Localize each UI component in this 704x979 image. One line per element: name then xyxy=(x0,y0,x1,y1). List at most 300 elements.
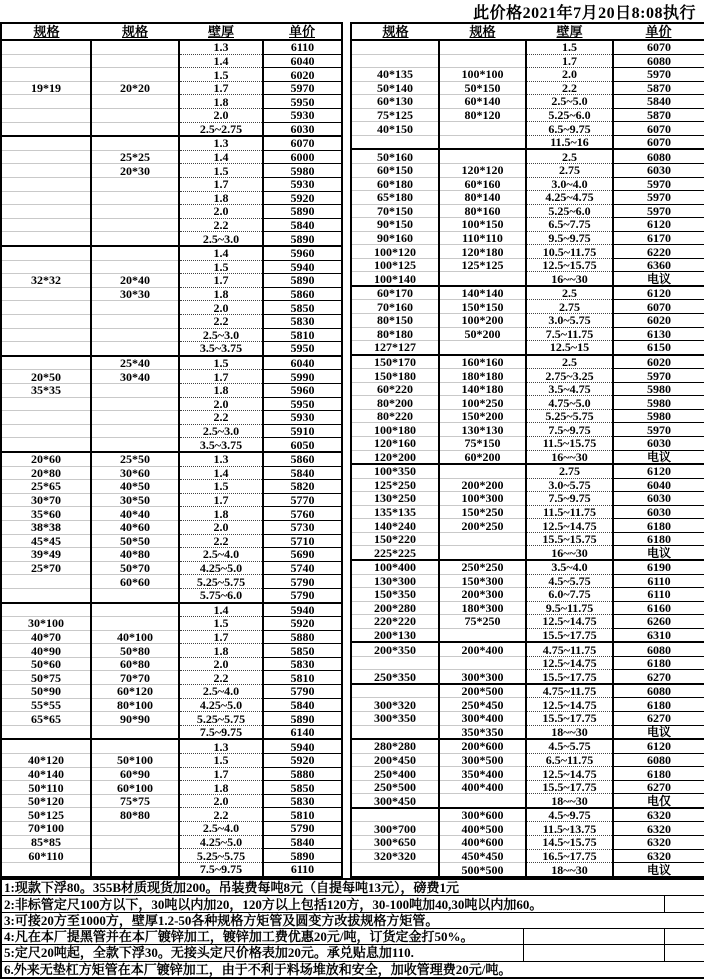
price-cell: 5850 xyxy=(263,781,342,795)
price-cell: 6080 xyxy=(613,684,704,698)
thickness-cell: 2.5~2.75 xyxy=(179,122,263,136)
spec-cell xyxy=(351,54,439,68)
table-row xyxy=(1,314,342,328)
table-row xyxy=(1,767,342,781)
spec-cell: 85*85 xyxy=(1,835,91,849)
table-row xyxy=(1,862,342,877)
spec-cell: 32*32 xyxy=(1,274,91,288)
table-row xyxy=(351,505,704,519)
spec-cell: 40*40 xyxy=(91,507,179,521)
table-row xyxy=(1,411,342,425)
thickness-cell: 15.5~17.75 xyxy=(526,670,613,684)
spec-cell: 200*280 xyxy=(351,601,439,615)
price-cell: 5950 xyxy=(263,95,342,109)
spec-cell: 250*350 xyxy=(351,670,439,684)
spec-cell xyxy=(91,136,179,150)
table-row xyxy=(351,753,704,767)
price-cell: 6110 xyxy=(263,862,342,877)
spec-cell: 100*100 xyxy=(439,68,526,82)
price-cell: 6080 xyxy=(613,753,704,767)
table-row xyxy=(1,383,342,397)
thickness-cell: 14.5~15.75 xyxy=(526,836,613,850)
spec-cell: 50*50 xyxy=(91,534,179,548)
thickness-cell: 2.0 xyxy=(179,520,263,534)
thickness-cell: 1.3 xyxy=(179,452,263,466)
price-cell: 5960 xyxy=(263,383,342,397)
spec-cell: 80*120 xyxy=(439,108,526,122)
table-row xyxy=(1,301,342,315)
spec-cell: 30*40 xyxy=(91,370,179,384)
spec-cell: 25*70 xyxy=(1,561,91,575)
thickness-cell: 2.5~4.0 xyxy=(179,548,263,562)
table-row xyxy=(351,409,704,423)
spec-cell: 350*400 xyxy=(439,767,526,781)
spec-cell: 40*50 xyxy=(91,480,179,494)
thickness-cell: 1.8 xyxy=(179,383,263,397)
spec-cell xyxy=(1,95,91,109)
table-row xyxy=(1,657,342,671)
price-cell: 6040 xyxy=(263,356,342,370)
thickness-cell: 6.5~9.75 xyxy=(526,122,613,136)
price-cell: 6070 xyxy=(613,122,704,136)
price-cell: 5840 xyxy=(263,698,342,712)
table-row xyxy=(351,135,704,149)
spec-cell: 25*65 xyxy=(1,480,91,494)
price-cell: 5860 xyxy=(263,452,342,466)
price-cell: 5980 xyxy=(613,382,704,396)
spec-cell xyxy=(91,68,179,82)
price-cell: 电议 xyxy=(613,725,704,739)
thickness-cell: 12.5~14.75 xyxy=(526,767,613,781)
spec-cell xyxy=(91,122,179,136)
thickness-cell: 10.5~11.75 xyxy=(526,245,613,259)
price-cell: 6120 xyxy=(613,218,704,232)
spec-cell: 65*65 xyxy=(1,712,91,726)
note-row xyxy=(1,945,704,961)
spec-cell: 40*80 xyxy=(91,548,179,562)
spec-cell xyxy=(91,328,179,342)
spec-cell: 30*60 xyxy=(91,466,179,480)
spec-cell: 40*135 xyxy=(351,68,439,82)
spec-cell: 150*220 xyxy=(351,532,439,546)
thickness-cell: 2.5~3.0 xyxy=(179,232,263,246)
price-cell: 6310 xyxy=(613,628,704,642)
table-row xyxy=(1,164,342,178)
thickness-cell: 1.5 xyxy=(179,356,263,370)
thickness-cell: 2.5 xyxy=(526,149,613,163)
price-cell: 6030 xyxy=(613,505,704,519)
table-row xyxy=(1,781,342,795)
table-row xyxy=(1,81,342,95)
spec-cell: 300*600 xyxy=(439,808,526,822)
header-row xyxy=(351,23,704,40)
spec-cell xyxy=(439,40,526,54)
thickness-cell: 1.7 xyxy=(179,177,263,191)
spec-cell: 120*160 xyxy=(351,436,439,450)
thickness-cell: 1.7 xyxy=(179,274,263,288)
thickness-cell: 12.5~14.75 xyxy=(526,656,613,670)
thickness-cell: 1.5 xyxy=(179,164,263,178)
spec-cell: 127*127 xyxy=(351,341,439,355)
spec-cell: 60*110 xyxy=(1,849,91,863)
table-row xyxy=(351,615,704,629)
spec-cell: 400*600 xyxy=(439,836,526,850)
table-row xyxy=(1,438,342,452)
table-row xyxy=(351,478,704,492)
price-cell: 6180 xyxy=(613,698,704,712)
table-row xyxy=(1,712,342,726)
spec-cell: 300*400 xyxy=(439,712,526,726)
thickness-cell: 15.5~17.75 xyxy=(526,628,613,642)
spec-cell: 150*180 xyxy=(351,369,439,383)
spec-cell xyxy=(91,603,179,617)
table-row xyxy=(1,480,342,494)
table-row xyxy=(1,507,342,521)
price-cell: 5870 xyxy=(613,81,704,95)
price-cell: 6170 xyxy=(613,231,704,245)
header-row xyxy=(1,23,342,40)
header-cell: 壁厚 xyxy=(526,23,613,40)
spec-cell xyxy=(1,150,91,164)
thickness-cell: 18~~30 xyxy=(526,725,613,739)
price-cell: 6180 xyxy=(613,519,704,533)
table-row xyxy=(1,191,342,205)
table-row xyxy=(351,822,704,836)
thickness-cell: 5.25~6.0 xyxy=(526,108,613,122)
table-row xyxy=(1,794,342,808)
table-row xyxy=(351,519,704,533)
thickness-cell: 1.3 xyxy=(179,40,263,54)
spec-cell: 300*300 xyxy=(439,670,526,684)
note-row xyxy=(1,896,704,912)
table-row xyxy=(351,68,704,82)
spec-cell: 50*140 xyxy=(351,81,439,95)
table-row xyxy=(351,218,704,232)
spec-cell xyxy=(91,739,179,753)
spec-cell xyxy=(91,205,179,219)
table-row xyxy=(351,492,704,506)
price-cell: 5960 xyxy=(263,246,342,260)
price-cell: 6120 xyxy=(613,286,704,300)
spec-cell: 250*250 xyxy=(439,560,526,574)
spec-cell xyxy=(1,54,91,68)
price-cell: 5870 xyxy=(613,108,704,122)
thickness-cell: 16~~30 xyxy=(526,272,613,286)
thickness-cell: 1.5 xyxy=(179,617,263,631)
thickness-cell: 1.4 xyxy=(179,150,263,164)
thickness-cell: 7.5~9.75 xyxy=(526,423,613,437)
spec-cell: 80*150 xyxy=(351,314,439,328)
spec-cell: 400*500 xyxy=(439,822,526,836)
spec-cell: 300*320 xyxy=(351,698,439,712)
spec-cell xyxy=(91,260,179,274)
thickness-cell: 16~~30 xyxy=(526,450,613,464)
thickness-cell: 3.5~4.75 xyxy=(526,382,613,396)
table-row xyxy=(351,54,704,68)
price-cell: 6190 xyxy=(613,560,704,574)
spec-cell: 100*400 xyxy=(351,560,439,574)
spec-cell xyxy=(351,684,439,698)
table-row xyxy=(351,272,704,286)
spec-cell xyxy=(1,122,91,136)
thickness-cell: 16~~30 xyxy=(526,546,613,560)
spec-cell: 100*125 xyxy=(351,258,439,272)
price-cell: 5970 xyxy=(613,68,704,82)
spec-cell xyxy=(91,849,179,863)
price-cell: 6320 xyxy=(613,808,704,822)
table-row xyxy=(1,739,342,753)
price-cell: 5820 xyxy=(263,480,342,494)
spec-cell xyxy=(1,342,91,356)
thickness-cell: 2.5~3.0 xyxy=(179,424,263,438)
thickness-cell: 4.25~5.0 xyxy=(179,561,263,575)
table-row xyxy=(351,314,704,328)
spec-cell: 100*300 xyxy=(439,492,526,506)
table-row xyxy=(1,561,342,575)
spec-cell: 60*220 xyxy=(351,382,439,396)
empty-cell xyxy=(664,896,704,912)
spec-cell: 400*400 xyxy=(439,780,526,794)
spec-cell xyxy=(1,218,91,232)
right-price-table xyxy=(350,22,704,878)
price-cell: 5890 xyxy=(263,232,342,246)
empty-cell xyxy=(523,928,664,944)
table-row xyxy=(351,40,704,54)
price-cell: 电议 xyxy=(613,450,704,464)
thickness-cell: 2.0 xyxy=(179,205,263,219)
table-row xyxy=(351,450,704,464)
price-cell: 5880 xyxy=(263,630,342,644)
header-cell: 规格 xyxy=(1,23,91,40)
price-cell: 6040 xyxy=(263,54,342,68)
table-row xyxy=(351,574,704,588)
spec-cell: 40*60 xyxy=(91,520,179,534)
table-row xyxy=(351,725,704,739)
price-cell: 5940 xyxy=(263,260,342,274)
spec-cell: 60*200 xyxy=(439,450,526,464)
spec-cell xyxy=(439,272,526,286)
price-cell: 5860 xyxy=(263,287,342,301)
note-row xyxy=(1,912,704,928)
table-row xyxy=(1,685,342,699)
spec-cell: 55*55 xyxy=(1,698,91,712)
spec-cell xyxy=(91,218,179,232)
thickness-cell: 2.0 xyxy=(526,68,613,82)
thickness-cell: 1.4 xyxy=(179,54,263,68)
table-row xyxy=(1,287,342,301)
thickness-cell: 5.75~6.0 xyxy=(179,588,263,602)
price-cell: 6320 xyxy=(613,849,704,863)
price-cell: 5980 xyxy=(263,164,342,178)
spec-cell xyxy=(1,603,91,617)
price-cell: 5790 xyxy=(263,588,342,602)
thickness-cell: 4.75~5.0 xyxy=(526,396,613,410)
price-cell: 5850 xyxy=(263,644,342,658)
spec-cell: 135*135 xyxy=(351,505,439,519)
table-row xyxy=(351,258,704,272)
table-row xyxy=(351,177,704,191)
spec-cell: 150*200 xyxy=(439,409,526,423)
thickness-cell: 2.5~3.0 xyxy=(179,328,263,342)
spec-cell xyxy=(1,725,91,739)
note-row xyxy=(1,879,704,896)
spec-cell: 60*160 xyxy=(439,177,526,191)
spec-cell: 50*125 xyxy=(1,808,91,822)
spec-cell: 50*160 xyxy=(351,149,439,163)
spec-cell: 200*400 xyxy=(439,642,526,656)
spec-cell: 130*300 xyxy=(351,574,439,588)
spec-cell: 80*140 xyxy=(439,191,526,205)
spec-cell xyxy=(1,424,91,438)
empty-cell xyxy=(664,928,704,944)
spec-cell xyxy=(1,68,91,82)
thickness-cell: 3.0~4.0 xyxy=(526,177,613,191)
thickness-cell: 1.4 xyxy=(179,246,263,260)
thickness-cell: 11.5~11.75 xyxy=(526,505,613,519)
table-row xyxy=(351,369,704,383)
note-text: 6.外来无垫杠方矩管在本厂镀锌加工，由于不利于料场堆放和安全，加收管理费20元/吨。 xyxy=(1,961,704,978)
price-cell: 电议 xyxy=(613,272,704,286)
spec-cell xyxy=(1,232,91,246)
price-cell: 5950 xyxy=(263,397,342,411)
table-row xyxy=(351,656,704,670)
spec-cell xyxy=(439,532,526,546)
thickness-cell: 12.5~14.75 xyxy=(526,698,613,712)
price-cell: 6070 xyxy=(613,135,704,149)
spec-cell xyxy=(91,54,179,68)
spec-cell xyxy=(1,136,91,150)
spec-cell xyxy=(1,328,91,342)
spec-cell: 60*90 xyxy=(91,767,179,781)
price-cell: 6110 xyxy=(613,574,704,588)
note-text: 1:现款下浮80。355B材质现货加200。吊装费每吨8元（自提每吨13元），磅费1元 xyxy=(1,879,704,896)
table-row xyxy=(351,849,704,863)
table-row xyxy=(1,356,342,370)
table-row xyxy=(351,712,704,726)
table-row xyxy=(351,327,704,341)
spec-cell xyxy=(439,794,526,808)
spec-cell: 50*90 xyxy=(1,685,91,699)
spec-cell: 250*500 xyxy=(351,780,439,794)
price-cell: 6130 xyxy=(613,327,704,341)
spec-cell: 60*140 xyxy=(439,95,526,109)
spec-cell: 130*250 xyxy=(351,492,439,506)
table-row xyxy=(351,560,704,574)
spec-cell xyxy=(91,232,179,246)
spec-cell: 50*150 xyxy=(439,81,526,95)
thickness-cell: 4.25~5.0 xyxy=(179,698,263,712)
spec-cell xyxy=(91,862,179,877)
spec-cell: 120*120 xyxy=(439,163,526,177)
price-cell: 6030 xyxy=(613,436,704,450)
spec-cell xyxy=(1,438,91,452)
table-row xyxy=(1,822,342,836)
table-row xyxy=(351,423,704,437)
price-cell: 6080 xyxy=(613,54,704,68)
price-cell: 6110 xyxy=(263,40,342,54)
price-cell: 6120 xyxy=(613,464,704,478)
spec-cell: 300*500 xyxy=(439,753,526,767)
spec-cell: 30*30 xyxy=(91,287,179,301)
table-row xyxy=(1,548,342,562)
thickness-cell: 1.7 xyxy=(526,54,613,68)
table-row xyxy=(351,863,704,877)
spec-cell xyxy=(91,397,179,411)
spec-cell: 300*350 xyxy=(351,712,439,726)
spec-cell xyxy=(439,341,526,355)
price-cell: 5920 xyxy=(263,617,342,631)
spec-cell: 39*49 xyxy=(1,548,91,562)
price-cell: 6320 xyxy=(613,822,704,836)
notes-section xyxy=(0,878,704,979)
price-cell: 5840 xyxy=(263,466,342,480)
thickness-cell: 4.5~5.75 xyxy=(526,739,613,753)
spec-cell xyxy=(1,739,91,753)
thickness-cell: 3.5~3.75 xyxy=(179,342,263,356)
table-row xyxy=(351,81,704,95)
price-cell: 电议 xyxy=(613,863,704,877)
price-cell: 5850 xyxy=(263,301,342,315)
table-row xyxy=(351,532,704,546)
table-row xyxy=(1,122,342,136)
thickness-cell: 1.3 xyxy=(179,739,263,753)
spec-cell: 200*300 xyxy=(439,588,526,602)
table-row xyxy=(1,218,342,232)
spec-cell xyxy=(439,546,526,560)
header-cell: 规格 xyxy=(439,23,526,40)
thickness-cell: 16.5~17.75 xyxy=(526,849,613,863)
spec-cell: 25*40 xyxy=(91,356,179,370)
spec-cell: 60*170 xyxy=(351,286,439,300)
price-cell: 5920 xyxy=(263,191,342,205)
spec-cell: 140*180 xyxy=(439,382,526,396)
thickness-cell: 12.5~14.75 xyxy=(526,519,613,533)
note-text: 4:凡在本厂提黑管并在本厂镀锌加工，镀锌加工费优惠20元/吨，订货定金打50%。 xyxy=(1,928,523,944)
spec-cell xyxy=(439,54,526,68)
price-cell: 5940 xyxy=(263,603,342,617)
price-cell: 6320 xyxy=(613,836,704,850)
spec-cell xyxy=(91,301,179,315)
spec-cell xyxy=(1,287,91,301)
table-row xyxy=(1,452,342,466)
spec-cell: 140*240 xyxy=(351,519,439,533)
thickness-cell: 18~~30 xyxy=(526,863,613,877)
spec-cell: 225*225 xyxy=(351,546,439,560)
spec-cell: 250*400 xyxy=(351,767,439,781)
spec-cell: 200*130 xyxy=(351,628,439,642)
thickness-cell: 12.5~15.75 xyxy=(526,258,613,272)
spec-cell: 40*100 xyxy=(91,630,179,644)
spec-cell xyxy=(1,588,91,602)
table-row xyxy=(1,671,342,685)
spec-cell xyxy=(1,575,91,589)
table-row xyxy=(1,54,342,68)
spec-cell: 100*140 xyxy=(351,272,439,286)
spec-cell: 450*450 xyxy=(439,849,526,863)
price-cell: 5970 xyxy=(263,81,342,95)
spec-cell: 70*160 xyxy=(351,300,439,314)
table-row xyxy=(351,108,704,122)
table-row xyxy=(351,341,704,355)
header-cell: 壁厚 xyxy=(179,23,263,40)
thickness-cell: 11.5~13.75 xyxy=(526,822,613,836)
spec-cell: 60*180 xyxy=(351,177,439,191)
thickness-cell: 3.0~5.75 xyxy=(526,478,613,492)
price-cell: 5930 xyxy=(263,108,342,122)
table-row xyxy=(1,466,342,480)
thickness-cell: 4.75~11.75 xyxy=(526,684,613,698)
thickness-cell: 2.2 xyxy=(179,671,263,685)
